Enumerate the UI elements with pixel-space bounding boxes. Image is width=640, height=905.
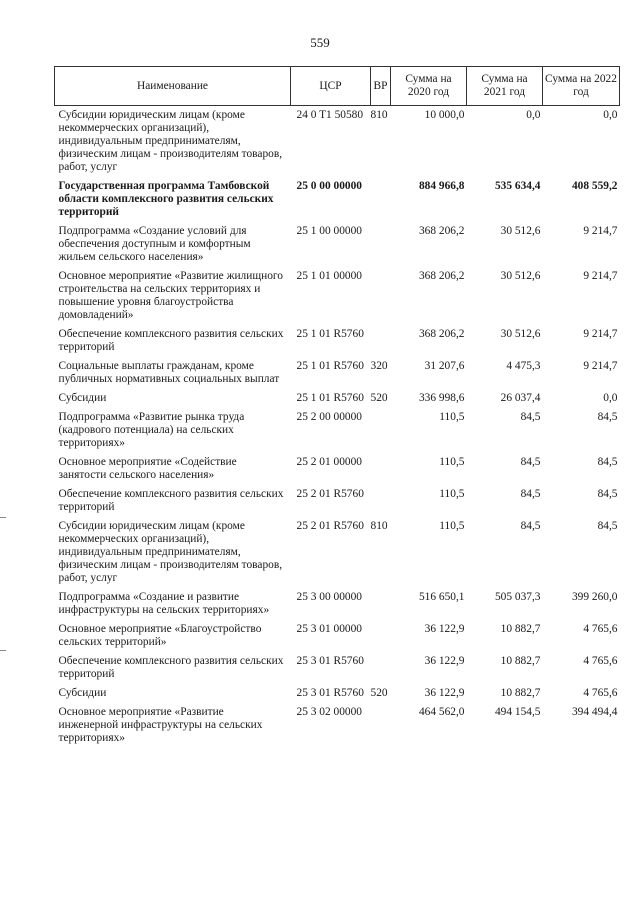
cell-sum-2020: 110,5 xyxy=(439,456,465,468)
cell-sum-2022: 9 214,7 xyxy=(583,270,618,282)
cell-sum-2022: 84,5 xyxy=(597,488,618,500)
cell-sum-2021: 535 634,4 xyxy=(494,180,541,192)
cell-sum-2021: 30 512,6 xyxy=(500,225,541,237)
cell-vr xyxy=(371,485,391,517)
cell-sum-2020: 110,5 xyxy=(439,411,465,423)
cell-name: Основное мероприятие «Развитие жилищного строительства на сельских территориях и повышение уровня благоустройства домовладений» xyxy=(58,270,283,321)
cell-vr xyxy=(371,267,391,325)
cell-sum-2022: 0,0 xyxy=(603,392,618,404)
cell-sum-2021: 10 882,7 xyxy=(500,655,541,667)
cell-vr xyxy=(371,177,391,222)
cell-vr: 810 xyxy=(370,520,388,532)
cell-sum-2021: 4 475,3 xyxy=(506,360,541,372)
cell-name: Подпрограмма «Развитие рынка труда (кадрового потенциала) на сельских территориях» xyxy=(58,411,245,449)
table-row xyxy=(55,652,620,684)
cell-name: Государственная программа Тамбовской области комплексного развития сельских территорий xyxy=(58,180,274,218)
cell-csr: 24 0 T1 50580 xyxy=(296,109,364,121)
cell-csr: 25 3 00 00000 xyxy=(296,591,362,603)
cell-sum-2021: 494 154,5 xyxy=(494,706,541,718)
cell-csr: 25 2 00 00000 xyxy=(296,411,362,423)
page-number: 559 xyxy=(310,35,330,50)
cell-sum-2022: 408 559,2 xyxy=(571,180,618,192)
cell-name: Субсидии юридическим лицам (кроме некоммерческих организаций), индивидуальным предпринимателям, физическим лицам - производителям товаров, работ, услуг xyxy=(58,520,283,584)
cell-vr: 320 xyxy=(370,360,388,372)
cell-sum-2022: 84,5 xyxy=(597,456,618,468)
table-row xyxy=(55,620,620,652)
cell-sum-2022: 4 765,6 xyxy=(583,623,618,635)
cell-sum-2020: 368 206,2 xyxy=(418,225,465,237)
table-row xyxy=(55,222,620,267)
table-row xyxy=(55,177,620,222)
cell-sum-2021: 84,5 xyxy=(520,520,541,532)
cell-sum-2020: 36 122,9 xyxy=(424,623,465,635)
header-vr: ВР xyxy=(371,67,391,106)
cell-csr: 25 1 01 R5760 xyxy=(296,360,364,372)
table-row xyxy=(55,588,620,620)
cell-sum-2021: 10 882,7 xyxy=(500,623,541,635)
cell-sum-2021: 30 512,6 xyxy=(500,270,541,282)
cell-csr: 25 1 01 R5760 xyxy=(296,328,364,340)
cell-vr xyxy=(371,703,391,748)
table-row xyxy=(55,357,620,389)
cell-name: Основное мероприятие «Содействие занятости сельского населения» xyxy=(58,456,237,481)
table-row xyxy=(55,325,620,357)
cell-sum-2022: 9 214,7 xyxy=(583,328,618,340)
cell-vr xyxy=(371,453,391,485)
cell-name: Подпрограмма «Создание и развитие инфраструктуры на сельских территориях» xyxy=(58,591,270,616)
cell-csr: 25 0 00 00000 xyxy=(296,180,362,192)
cell-name: Обеспечение комплексного развития сельских территорий xyxy=(58,328,284,353)
budget-table xyxy=(54,66,620,748)
cell-sum-2020: 336 998,6 xyxy=(418,392,465,404)
cell-vr: 810 xyxy=(370,109,388,121)
table-row xyxy=(55,485,620,517)
cell-csr: 25 1 00 00000 xyxy=(296,225,362,237)
cell-csr: 25 1 01 R5760 xyxy=(296,392,364,404)
table-row xyxy=(55,408,620,453)
cell-sum-2020: 31 207,6 xyxy=(424,360,465,372)
cell-csr: 25 2 01 R5760 xyxy=(296,520,364,532)
header-sum-2022: Сумма на 2022 год xyxy=(543,67,620,106)
header-name: Наименование xyxy=(55,67,291,106)
cell-vr: 520 xyxy=(370,392,388,404)
table-row xyxy=(55,389,620,408)
cell-csr: 25 2 01 00000 xyxy=(296,456,362,468)
cell-sum-2022: 4 765,6 xyxy=(583,687,618,699)
cell-vr xyxy=(371,620,391,652)
cell-sum-2020: 884 966,8 xyxy=(418,180,465,192)
cell-sum-2021: 84,5 xyxy=(520,456,541,468)
cell-sum-2021: 84,5 xyxy=(520,488,541,500)
cell-sum-2022: 394 494,4 xyxy=(571,706,618,718)
cell-sum-2020: 110,5 xyxy=(439,520,465,532)
cell-csr: 25 3 01 R5760 xyxy=(296,687,364,699)
cell-csr: 25 1 01 00000 xyxy=(296,270,362,282)
cell-vr: 520 xyxy=(370,687,388,699)
cell-sum-2021: 505 037,3 xyxy=(494,591,541,603)
scan-mark xyxy=(0,517,6,518)
cell-sum-2020: 368 206,2 xyxy=(418,270,465,282)
cell-vr xyxy=(371,222,391,267)
cell-vr xyxy=(371,588,391,620)
cell-name: Субсидии xyxy=(58,687,107,699)
table-row xyxy=(55,517,620,588)
header-sum-2021: Сумма на 2021 год xyxy=(467,67,543,106)
table-row xyxy=(55,267,620,325)
cell-sum-2020: 110,5 xyxy=(439,488,465,500)
cell-csr: 25 3 01 R5760 xyxy=(296,655,364,667)
table-row xyxy=(55,703,620,748)
cell-name: Основное мероприятие «Благоустройство сельских территорий» xyxy=(58,623,262,648)
cell-vr xyxy=(371,325,391,357)
header-sum-2020: Сумма на 2020 год xyxy=(391,67,467,106)
cell-csr: 25 3 01 00000 xyxy=(296,623,362,635)
cell-sum-2020: 10 000,0 xyxy=(424,109,465,121)
cell-name: Основное мероприятие «Развитие инженерной инфраструктуры на сельских территориях» xyxy=(58,706,263,744)
cell-sum-2022: 4 765,6 xyxy=(583,655,618,667)
cell-sum-2022: 0,0 xyxy=(603,109,618,121)
cell-vr xyxy=(371,408,391,453)
cell-sum-2022: 9 214,7 xyxy=(583,225,618,237)
cell-name: Обеспечение комплексного развития сельских территорий xyxy=(58,488,284,513)
table-row xyxy=(55,684,620,703)
cell-sum-2020: 464 562,0 xyxy=(418,706,465,718)
cell-sum-2020: 516 650,1 xyxy=(418,591,465,603)
cell-sum-2022: 84,5 xyxy=(597,411,618,423)
cell-sum-2022: 399 260,0 xyxy=(571,591,618,603)
cell-sum-2021: 10 882,7 xyxy=(500,687,541,699)
table-header xyxy=(55,67,620,106)
cell-sum-2021: 26 037,4 xyxy=(500,392,541,404)
cell-sum-2021: 0,0 xyxy=(526,109,541,121)
cell-sum-2020: 36 122,9 xyxy=(424,687,465,699)
cell-vr xyxy=(371,652,391,684)
table-row xyxy=(55,106,620,178)
cell-name: Субсидии xyxy=(58,392,107,404)
scan-mark xyxy=(0,650,6,651)
table-row xyxy=(55,453,620,485)
cell-name: Субсидии юридическим лицам (кроме некоммерческих организаций), индивидуальным предпринимателям, физическим лицам - производителям товаров, работ, услуг xyxy=(58,109,283,173)
cell-sum-2021: 84,5 xyxy=(520,411,541,423)
cell-csr: 25 2 01 R5760 xyxy=(296,488,364,500)
cell-name: Социальные выплаты гражданам, кроме публичных нормативных социальных выплат xyxy=(58,360,280,385)
cell-sum-2020: 368 206,2 xyxy=(418,328,465,340)
header-csr: ЦСР xyxy=(291,67,371,106)
cell-csr: 25 3 02 00000 xyxy=(296,706,362,718)
cell-sum-2020: 36 122,9 xyxy=(424,655,465,667)
cell-name: Обеспечение комплексного развития сельских территорий xyxy=(58,655,284,680)
cell-sum-2022: 9 214,7 xyxy=(583,360,618,372)
cell-name: Подпрограмма «Создание условий для обеспечения доступным и комфортным жильем сельского населения» xyxy=(58,225,251,263)
cell-sum-2021: 30 512,6 xyxy=(500,328,541,340)
table-body xyxy=(55,106,620,749)
cell-sum-2022: 84,5 xyxy=(597,520,618,532)
